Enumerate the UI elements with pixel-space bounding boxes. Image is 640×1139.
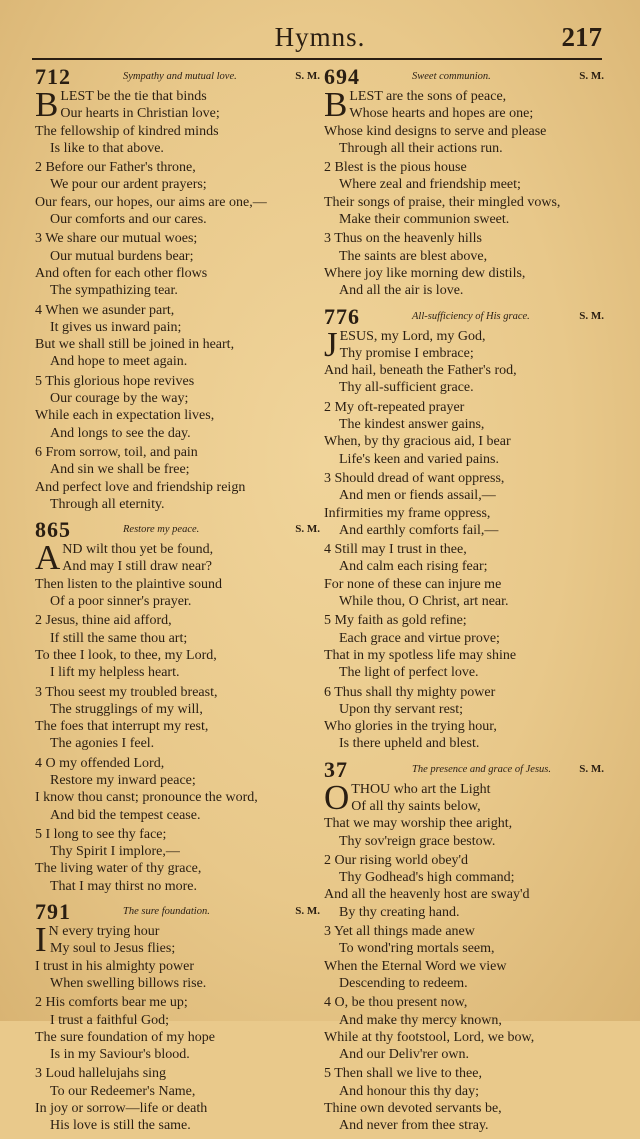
verse-line: I lift my helpless heart.: [50, 665, 180, 681]
verse-line: Thine own devoted servants be,: [324, 1101, 502, 1117]
hymn-subtitle: All-sufficiency of His grace.: [412, 310, 530, 322]
verse-line: By thy creating hand.: [339, 904, 460, 920]
verse-line: Thy Spirit I implore,—: [50, 844, 180, 860]
verse-line: Then listen to the plaintive sound: [35, 576, 223, 592]
drop-cap: B: [324, 85, 348, 124]
hymn-subtitle: Restore my peace.: [123, 524, 200, 536]
verse-line: Make their communion sweet.: [339, 212, 510, 228]
verse-line: And perfect love and friendship reign: [35, 479, 246, 495]
stanza: [35, 373, 320, 442]
verse-line: That I may thirst no more.: [50, 878, 197, 894]
verse-line: And honour this thy day;: [339, 1083, 479, 1099]
verse-line: Our hearts in Christian love;: [60, 106, 220, 122]
verse-line: 2 Blest is the pious house: [324, 160, 467, 176]
verse-line: And often for each other flows: [35, 265, 208, 281]
verse-line: Each grace and virtue prove;: [339, 630, 500, 646]
verse-line: My soul to Jesus flies;: [50, 941, 176, 957]
stanza: [324, 852, 604, 921]
verse-line: Our fears, our hopes, our aims are one,—: [35, 194, 267, 210]
verse-line: While thou, O Christ, art near.: [339, 594, 509, 610]
verse-line: The foes that interrupt my rest,: [35, 719, 209, 735]
hymn-number: 694: [324, 64, 360, 89]
hymn-header: [35, 64, 320, 88]
stanza: [35, 994, 320, 1063]
verse-line: And hope to meet again.: [50, 354, 188, 370]
verse-line: Our courage by the way;: [50, 391, 189, 407]
stanza: [324, 399, 604, 468]
stanza: [324, 1065, 604, 1134]
verse-line: But we shall still be joined in heart,: [35, 337, 235, 353]
stanza: [35, 826, 320, 895]
hymn-subtitle: The sure foundation.: [123, 906, 210, 918]
verse-line: Descending to redeem.: [339, 975, 468, 991]
page-number: 217: [561, 22, 602, 52]
first-stanza-block: [35, 85, 320, 157]
hymn-subtitle: The presence and grace of Jesus.: [412, 763, 551, 775]
hymn-header: [324, 64, 604, 88]
verse-line: And longs to see the day.: [50, 425, 191, 441]
hymn-number: 37: [324, 756, 348, 782]
verse-line: The fellowship of kindred minds: [35, 123, 219, 139]
verse-line: Of all thy saints below,: [351, 798, 481, 814]
verse-line: And our Deliv'rer own.: [339, 1047, 470, 1063]
verse-line: And men or fiends assail,—: [339, 488, 496, 504]
verse-line: The strugglings of my will,: [50, 701, 203, 717]
verse-line: 2 Our rising world obey'd: [324, 852, 469, 868]
stanza: [35, 920, 320, 992]
verse-line: 6 From sorrow, toil, and pain: [35, 444, 198, 460]
verse-line: And never from thee stray.: [339, 1118, 489, 1134]
verse-line: If still the same thou art;: [50, 630, 188, 646]
drop-cap: B: [35, 85, 59, 124]
verse-line: Infirmities my frame oppress,: [324, 505, 491, 521]
verse-line: Through all eternity.: [50, 496, 165, 512]
verse-line: We pour our ardent prayers;: [50, 177, 207, 193]
verse-line: The kindest answer gains,: [339, 417, 485, 433]
stanza: [35, 159, 320, 228]
verse-line: ND wilt thou yet be found,: [62, 542, 214, 558]
hymn-header: [324, 304, 604, 328]
verse-line: Thy sov'reign grace bestow.: [339, 833, 496, 849]
stanza: [324, 684, 604, 753]
verse-line: That in my spotless life may shine: [324, 647, 517, 663]
hymn-header: [35, 517, 320, 541]
stanza: [35, 538, 320, 610]
verse-line: Thy all-sufficient grace.: [339, 380, 474, 396]
stanza: [324, 85, 604, 157]
verse-line: LEST be the tie that binds: [60, 89, 207, 104]
stanza: [324, 612, 604, 681]
stanza: [35, 302, 320, 371]
verse-line: And hail, beneath the Father's rod,: [324, 363, 517, 379]
page-title: Hymns.: [274, 22, 366, 52]
hymn-meter: S. M.: [579, 309, 604, 322]
verse-line: It gives us inward pain;: [50, 319, 182, 335]
drop-cap: A: [35, 538, 61, 578]
verse-line: Thy Godhead's high command;: [339, 870, 515, 886]
verse-line: LEST are the sons of peace,: [349, 89, 507, 104]
verse-line: And sin we shall be free;: [50, 462, 190, 478]
verse-line: 3 Loud hallelujahs sing: [35, 1066, 167, 1082]
first-stanza-block: [324, 324, 604, 397]
stanza: [324, 159, 604, 228]
verse-line: 4 O, be thou present now,: [324, 995, 468, 1011]
verse-line: Of a poor sinner's prayer.: [50, 594, 192, 610]
verse-line: And may I still draw near?: [62, 559, 212, 575]
drop-cap: J: [324, 324, 338, 364]
verse-line: The sure foundation of my hope: [35, 1029, 216, 1045]
hymn-meter: S. M.: [295, 905, 320, 918]
verse-line: 6 Thus shall thy mighty power: [324, 684, 496, 700]
stanza: [35, 1065, 320, 1134]
hymn-meter: S. M.: [295, 523, 320, 536]
verse-line: The light of perfect love.: [339, 665, 479, 681]
hymn-number: 865: [35, 517, 71, 543]
verse-line: To thee I look, to thee, my Lord,: [35, 647, 217, 663]
verse-line: 4 When we asunder part,: [35, 302, 175, 318]
verse-line: Upon thy servant rest;: [339, 701, 464, 717]
hymn-number: 776: [324, 303, 360, 329]
verse-line: 3 Should dread of want oppress,: [324, 470, 505, 486]
verse-line: Who glories in the trying hour,: [324, 719, 497, 735]
verse-line: 3 Thus on the heavenly hills: [324, 231, 482, 247]
hymn-number: 791: [35, 899, 71, 925]
verse-line: And all the air is love.: [339, 283, 464, 299]
verse-line: 5 My faith as gold refine;: [324, 613, 467, 629]
verse-line: And make thy mercy known,: [339, 1012, 502, 1028]
verse-line: Whose kind designs to serve and please: [324, 123, 547, 139]
verse-line: Their songs of praise, their mingled vows,: [324, 194, 561, 210]
stanza: [35, 85, 320, 157]
stanza: [35, 612, 320, 681]
verse-line: Our comforts and our cares.: [50, 212, 207, 228]
verse-line: 3 We share our mutual woes;: [35, 231, 198, 247]
first-stanza-block: [35, 538, 320, 610]
verse-line: Is in my Saviour's blood.: [50, 1047, 190, 1063]
stanza: [35, 230, 320, 299]
verse-line: And calm each rising fear;: [339, 559, 488, 575]
hymn: [35, 517, 320, 895]
verse-line: Where joy like morning dew distils,: [324, 265, 526, 281]
verse-line: His love is still the same.: [50, 1118, 191, 1134]
hymn: [35, 899, 320, 1135]
verse-line: Is like to that above.: [50, 140, 164, 156]
verse-line: When swelling billows rise.: [50, 975, 207, 991]
stanza: [324, 230, 604, 299]
stanza: [324, 923, 604, 992]
verse-line: 4 O my offended Lord,: [35, 755, 165, 771]
verse-line: And all the heavenly host are sway'd: [324, 887, 530, 903]
stanza: [324, 777, 604, 850]
verse-line: To wond'ring mortals seem,: [339, 941, 495, 957]
verse-line: The living water of thy grace,: [35, 861, 202, 877]
verse-line: In joy or sorrow—life or death: [35, 1101, 208, 1117]
stanza: [35, 444, 320, 513]
hymn-meter: S. M.: [295, 70, 320, 82]
verse-line: 5 Then shall we live to thee,: [324, 1066, 482, 1082]
stanza: [35, 755, 320, 824]
stanza: [324, 470, 604, 539]
verse-line: When, by thy gracious aid, I bear: [324, 434, 511, 450]
stanza: [35, 684, 320, 753]
verse-line: To our Redeemer's Name,: [50, 1083, 196, 1099]
verse-line: And bid the tempest cease.: [50, 807, 201, 823]
verse-line: I know thou canst; pronounce the word,: [35, 790, 258, 806]
verse-line: Restore my inward peace;: [50, 772, 196, 788]
verse-line: The sympathizing tear.: [50, 283, 178, 299]
drop-cap: O: [324, 777, 350, 817]
first-stanza-block: [324, 777, 604, 850]
page-header: [0, 22, 640, 56]
verse-line: While at thy footstool, Lord, we bow,: [324, 1029, 535, 1045]
verse-line: Our mutual burdens bear;: [50, 248, 194, 264]
verse-line: Through all their actions run.: [339, 140, 503, 156]
verse-line: Whose hearts and hopes are one;: [349, 106, 534, 122]
verse-line: Is there upheld and blest.: [339, 736, 480, 752]
verse-line: Life's keen and varied pains.: [339, 451, 499, 467]
verse-line: ESUS, my Lord, my God,: [339, 328, 486, 344]
stanza: [324, 324, 604, 397]
verse-line: That we may worship thee aright,: [324, 816, 513, 832]
stanza: [324, 541, 604, 610]
verse-line: The agonies I feel.: [50, 736, 155, 752]
verse-line: 2 My oft-repeated prayer: [324, 399, 465, 415]
first-stanza-block: [35, 920, 320, 992]
hymn-subtitle: Sympathy and mutual love.: [123, 71, 237, 82]
hymn-header: [324, 757, 604, 781]
verse-line: 5 This glorious hope revives: [35, 373, 195, 389]
first-stanza-block: [324, 85, 604, 157]
verse-line: Where zeal and friendship meet;: [339, 177, 521, 193]
hymn: [324, 757, 604, 1135]
left-column: [35, 64, 320, 1139]
verse-line: I trust a faithful God;: [50, 1012, 169, 1028]
hymn-subtitle: Sweet communion.: [412, 71, 491, 82]
hymn-meter: S. M.: [579, 762, 604, 775]
verse-line: 5 I long to see thy face;: [35, 826, 167, 842]
verse-line: When the Eternal Word we view: [324, 958, 507, 974]
hymn: [324, 304, 604, 753]
verse-line: 3 Thou seest my troubled breast,: [35, 684, 218, 700]
verse-line: And earthly comforts fail,—: [339, 522, 499, 538]
hymn-meter: S. M.: [579, 70, 604, 82]
verse-line: For none of these can injure me: [324, 576, 502, 592]
stanza: [324, 994, 604, 1063]
right-column: [324, 64, 604, 1139]
hymn-header: [35, 899, 320, 923]
verse-line: While each in expectation lives,: [35, 408, 215, 424]
hymn-number: 712: [35, 64, 71, 89]
verse-line: 4 Still may I trust in thee,: [324, 542, 467, 558]
hymn: [324, 64, 604, 300]
hymn: [35, 64, 320, 513]
verse-line: 3 Yet all things made anew: [324, 924, 475, 940]
verse-line: THOU who art the Light: [351, 781, 491, 797]
verse-line: 2 Before our Father's throne,: [35, 160, 196, 176]
verse-line: 2 His comforts bear me up;: [35, 995, 188, 1011]
verse-line: I trust in his almighty power: [35, 958, 195, 974]
verse-line: The saints are blest above,: [339, 248, 488, 264]
drop-cap: I: [35, 920, 47, 960]
header-rule: [32, 58, 602, 60]
verse-line: 2 Jesus, thine aid afford,: [35, 613, 172, 629]
verse-line: Thy promise I embrace;: [339, 345, 474, 361]
verse-line: N every trying hour: [48, 924, 160, 940]
